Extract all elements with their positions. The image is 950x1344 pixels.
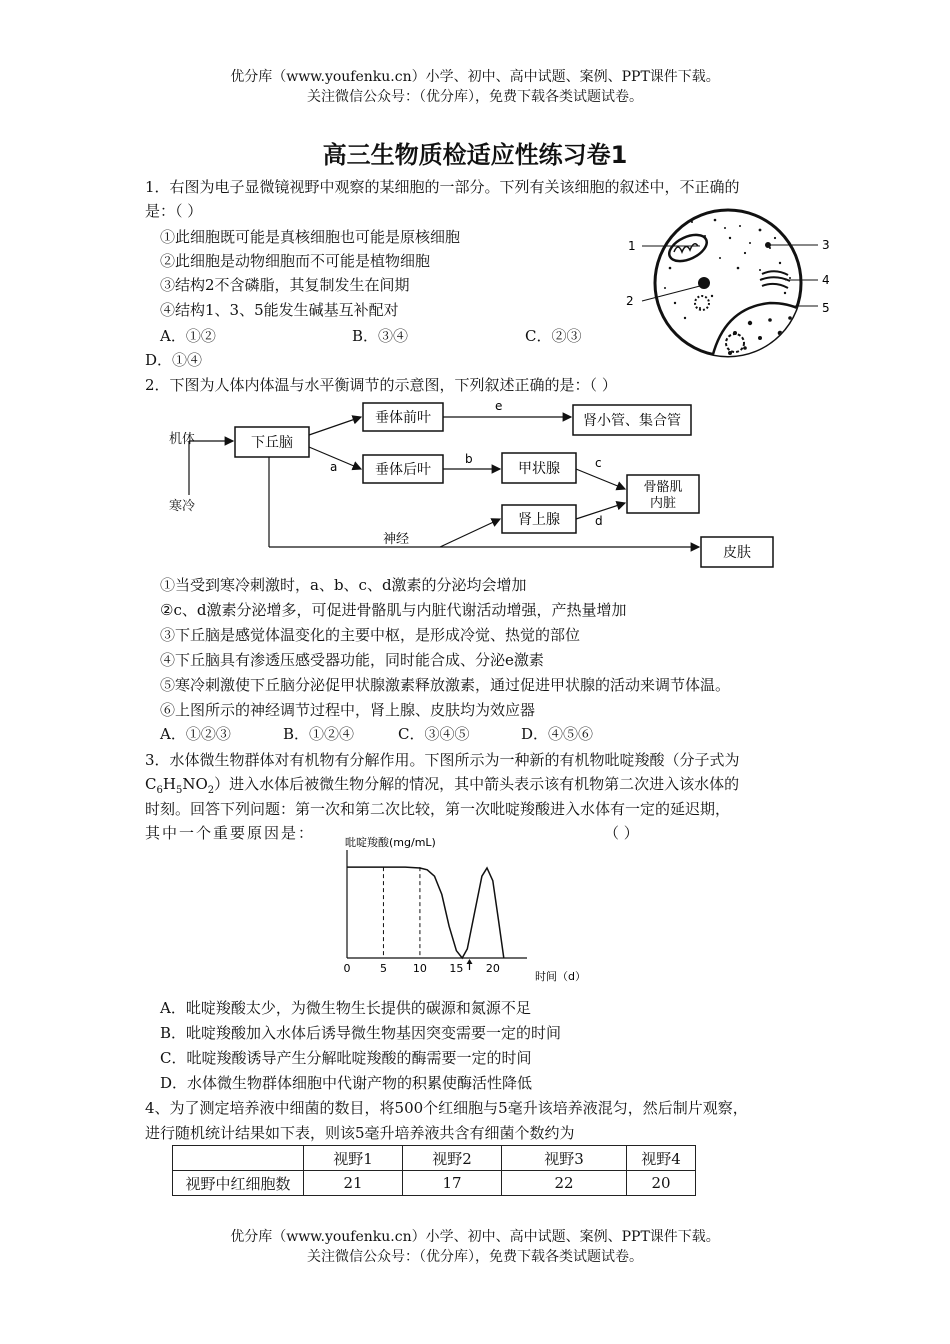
pyridine-chart xyxy=(335,832,605,992)
cell-micrograph-figure xyxy=(620,208,835,368)
q3-line-1: 3．水体微生物群体对有机物有分解作用。下图所示为一种新的有机物吡啶羧酸（分子式为 xyxy=(145,751,740,769)
q3-option-d: D．水体微生物群体细胞中代谢产物的积累使酶活性降低 xyxy=(160,1074,533,1092)
footer-line-1: 优分库（www.youfenku.cn）小学、初中、高中试题、案例、PPT课件下载。 xyxy=(230,1229,720,1245)
arrow-label-e: e xyxy=(495,399,503,413)
chart-ylabel: 吡啶羧酸(mg/mL) xyxy=(345,836,436,849)
q2-option-a: A．①②③ xyxy=(160,725,231,743)
label-guge: 骨骼肌 xyxy=(643,480,683,495)
q1-stem-line1: 1．右图为电子显微镜视野中观察的某细胞的一部分。下列有关该细胞的叙述中，不正确的 xyxy=(145,178,740,196)
node-jiti: 机体 xyxy=(169,432,196,447)
chart-series-line xyxy=(347,867,504,958)
rbc-count-table xyxy=(172,1145,696,1196)
chart-tick-label: 15 xyxy=(449,962,464,975)
q2-item-2: ②c、d激素分泌增多，可促进骨骼肌与内脏代谢活动增强，产热量增加 xyxy=(160,601,627,619)
label-chuiti-hou: 垂体后叶 xyxy=(375,462,431,478)
table-header-cell: 视野1 xyxy=(304,1146,403,1171)
q4-line-1: 4、为了测定培养液中细菌的数目，将500个红细胞与5毫升该培养液混匀，然后制片观察， xyxy=(145,1099,748,1117)
q2-stem: 2．下图为人体内体温与水平衡调节的示意图，下列叙述正确的是：（ ） xyxy=(145,376,617,394)
arrow-label-a: a xyxy=(330,460,338,474)
chart-tick-label: 10 xyxy=(412,962,427,975)
q1-item-1: ①此细胞既可能是真核细胞也可能是原核细胞 xyxy=(160,228,461,246)
q1-item-4: ④结构1、3、5能发生碱基互补配对 xyxy=(160,301,399,319)
q3-bracket: （ ） xyxy=(604,824,639,842)
chart-tick-label: 0 xyxy=(343,962,351,975)
table-row-label: 视野中红细胞数 xyxy=(173,1171,304,1196)
label-pifu: 皮肤 xyxy=(723,545,751,561)
label-shenshangxian: 肾上腺 xyxy=(518,512,560,528)
chart-dashed-lines xyxy=(383,867,419,958)
table-cell: 20 xyxy=(627,1171,696,1196)
q2-item-5: ⑤寒冷刺激使下丘脑分泌促甲状腺激素释放激素，通过促进甲状腺的活动来调节体温。 xyxy=(160,676,731,694)
fig-label-4: 4 xyxy=(822,273,830,287)
table-header-cell: 视野3 xyxy=(502,1146,627,1171)
label-shenxiaoguan: 肾小管、集合管 xyxy=(583,413,681,429)
q3-line-4: 其中一个重要原因是： xyxy=(145,824,316,842)
chart-tick-labels xyxy=(344,962,500,975)
label-chuiti-qian: 垂体前叶 xyxy=(375,410,431,426)
table-header-cell xyxy=(173,1146,304,1171)
q2-item-4: ④下丘脑具有渗透压感受器功能，同时能合成、分泌e激素 xyxy=(160,651,544,669)
header-line-1: 优分库（www.youfenku.cn）小学、初中、高中试题、案例、PPT课件下载。 xyxy=(230,69,720,85)
label-jiazhuangxian: 甲状腺 xyxy=(518,461,560,477)
q1-item-2: ②此细胞是动物细胞而不可能是植物细胞 xyxy=(160,252,431,270)
q1-option-c: C．②③ xyxy=(525,327,582,345)
q3-option-c: C．吡啶羧酸诱导产生分解吡啶羧酸的酶需要一定的时间 xyxy=(160,1049,532,1067)
q2-item-3: ③下丘脑是感觉体温变化的主要中枢，是形成冷觉、热觉的部位 xyxy=(160,626,581,644)
table-header-cell: 视野4 xyxy=(627,1146,696,1171)
regulation-diagram xyxy=(165,395,785,575)
q1-item-3: ③结构2不含磷脂，其复制发生在间期 xyxy=(160,276,410,294)
arrow-label-d: d xyxy=(595,514,603,528)
fig-label-3: 3 xyxy=(822,238,830,252)
table-cell: 21 xyxy=(304,1171,403,1196)
table-header-cell: 视野2 xyxy=(403,1146,502,1171)
footer-line-2: 关注微信公众号：（优分库），免费下载各类试题试卷。 xyxy=(307,1249,643,1265)
arrow-label-shenjing: 神经 xyxy=(383,532,410,547)
chart-axes xyxy=(347,850,527,958)
node-hanleng: 寒冷 xyxy=(169,499,196,514)
fig-label-5: 5 xyxy=(822,301,830,315)
page-title: 高三生物质检适应性练习卷1 xyxy=(322,141,628,169)
label-neizang: 内脏 xyxy=(649,496,677,511)
fig-label-1: 1 xyxy=(628,239,636,253)
q2-option-c: C．③④⑤ xyxy=(398,725,470,743)
chart-arrow-marker xyxy=(467,959,473,970)
label-xiaqiunao: 下丘脑 xyxy=(251,435,293,451)
q2-item-6: ⑥上图所示的神经调节过程中，肾上腺、皮肤均为效应器 xyxy=(160,701,536,719)
q2-option-b: B．①②④ xyxy=(283,725,355,743)
q1-option-a: A．①② xyxy=(160,327,216,345)
chart-xlabel: 时间（d） xyxy=(535,970,586,983)
table-header-row xyxy=(173,1146,696,1171)
chart-arrow-head xyxy=(467,959,473,964)
q1-option-d: D．①④ xyxy=(145,351,203,369)
q2-item-1: ①当受到寒冷刺激时，a、b、c、d激素的分泌均会增加 xyxy=(160,576,527,594)
q3-option-a: A．吡啶羧酸太少，为微生物生长提供的碳源和氮源不足 xyxy=(160,999,531,1017)
q4-line-2: 进行随机统计结果如下表，则该5毫升培养液共含有细菌个数约为 xyxy=(145,1124,575,1142)
arrow-label-c: c xyxy=(595,456,602,470)
q1-stem-line2: 是：（ ） xyxy=(145,202,203,220)
chart-tick-label: 20 xyxy=(485,962,500,975)
q3-line-2: $C_6H_5NO_2$）进入水体后被微生物分解的情况，其中箭头表示该有机物第二次进入该水体的 xyxy=(145,775,740,796)
chart-tick-label: 5 xyxy=(379,962,387,975)
header-line-2: 关注微信公众号：（优分库），免费下载各类试题试卷。 xyxy=(307,89,643,105)
q2-option-d: D．④⑤⑥ xyxy=(521,725,594,743)
q3-option-b: B．吡啶羧酸加入水体后诱导微生物基因突变需要一定的时间 xyxy=(160,1024,562,1042)
table-cell: 17 xyxy=(403,1171,502,1196)
q3-line-3: 时刻。回答下列问题：第一次和第二次比较，第一次吡啶羧酸进入水体有一定的延迟期， xyxy=(145,800,731,818)
fig-label-2: 2 xyxy=(626,294,634,308)
table-cell: 22 xyxy=(502,1171,627,1196)
table-row xyxy=(173,1171,696,1196)
q1-option-b: B．③④ xyxy=(352,327,409,345)
arrow-label-b: b xyxy=(465,452,473,466)
